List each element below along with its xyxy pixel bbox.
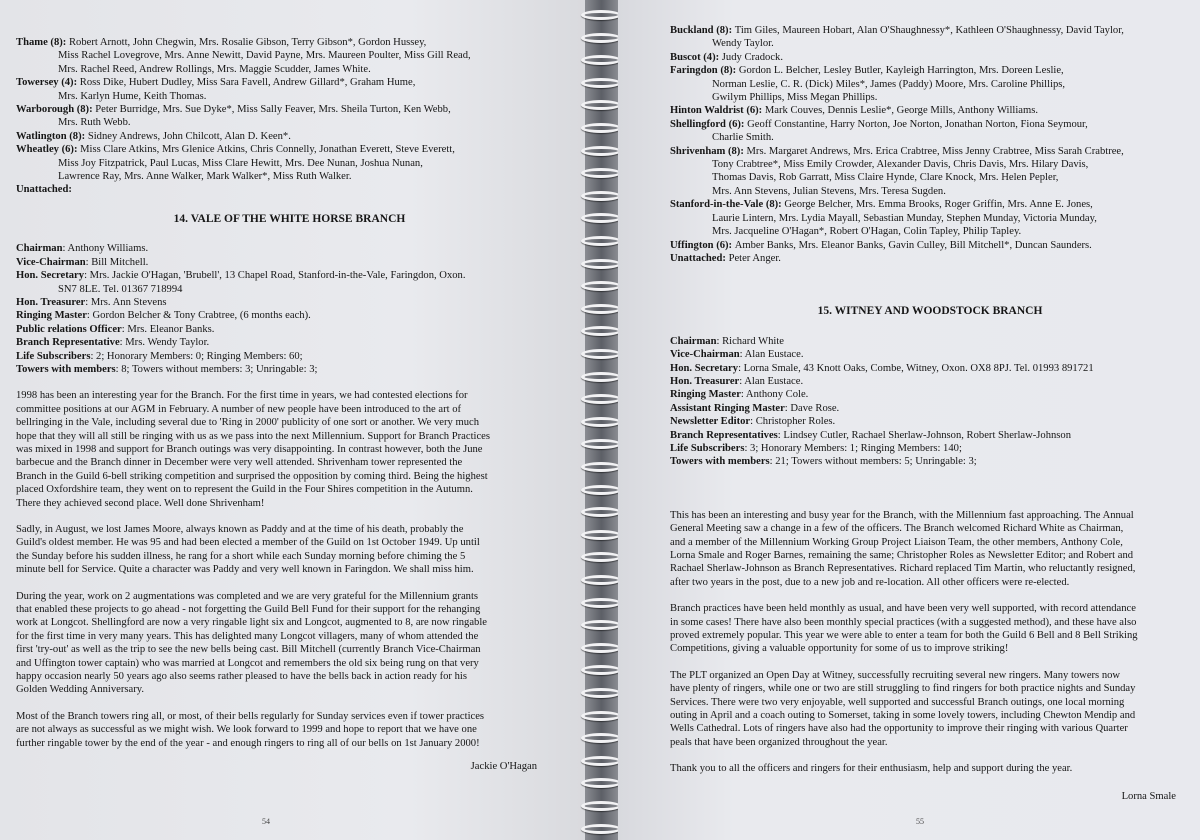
paragraph-line: first 'try-out' as well as the trip to see the new bells being cast. Bill Mitchell (currently Branch Vice-Chairman xyxy=(16,644,481,656)
ringer-names: Geoff Constantine, Harry Norton, Joe Norton, Jonathan Norton, Fiona Seymour, xyxy=(747,118,1088,130)
ringer-names: George Belcher, Mrs. Emma Brooks, Roger Griffin, Mrs. Anne E. Jones, xyxy=(784,199,1093,211)
officer-role: Hon. Secretary xyxy=(670,362,739,374)
binding-ring xyxy=(581,304,621,314)
officer-value: : 2; Honorary Members: 0; Ringing Members: 60; xyxy=(90,350,303,362)
officer-line xyxy=(670,335,1190,348)
paragraph-line: Rachael Sherlaw-Johnson as Branch Representatives. Richard replaced Tim Martin, who reluctantly resigned, xyxy=(670,563,1136,575)
officer-line xyxy=(670,442,1190,455)
binding-ring xyxy=(581,462,621,472)
officer-role: Vice-Chairman xyxy=(670,349,740,361)
page-number: 55 xyxy=(916,816,924,826)
binding-ring xyxy=(581,417,621,427)
officer-line xyxy=(670,375,1190,388)
ringer-names: Miss Joy Fitzpatrick, Paul Lucas, Miss Clare Hewitt, Mrs. Dee Nunan, Joshua Nunan, xyxy=(58,157,423,169)
binding-ring xyxy=(581,824,621,834)
tower-name: Buckland (8): xyxy=(670,25,735,36)
officer-value: : Mrs. Jackie O'Hagan, 'Brubell', 13 Chapel Road, Stanford-in-the-Vale, Faringdon, Oxon. xyxy=(84,270,466,282)
paragraph-line: This has been an interesting and busy year for the Branch, with the Millennium fast approaching. The Annual xyxy=(670,509,1134,521)
binding-ring xyxy=(581,10,621,20)
officer-role: Ringing Master xyxy=(670,389,741,401)
paragraph-line: Thank you to all the officers and ringers for their enthusiasm, help and support during the year. xyxy=(670,763,1073,775)
officer-value: : Gordon Belcher & Tony Crabtree, (6 months each). xyxy=(86,310,311,322)
ringer-names: Mrs. Rachel Reed, Andrew Rollings, Mrs. Maggie Scudder, James White. xyxy=(58,63,371,75)
officer-value: : 3; Honorary Members: 1; Ringing Members: 140; xyxy=(744,442,962,454)
ringer-names: Norman Leslie, C. R. (Dick) Miles*, James (Paddy) Moore, Mrs. Caroline Phillips, xyxy=(712,78,1066,90)
officers-list xyxy=(670,335,1190,469)
officer-line xyxy=(16,309,563,322)
paragraph-line: Lorna Smale and Roger Barnes, remaining the same; Christopher Roles as Newsletter Editor; and Robert and xyxy=(670,550,1134,561)
paragraph-line: Branch in the Guild 6-bell striking competition and surprised the opposition by coming third. Being the highest xyxy=(16,470,488,482)
tower-name: Shellingford (6): xyxy=(670,118,748,130)
ringer-names: Mrs. Margaret Andrews, Mrs. Erica Crabtree, Miss Jenny Crabtree, Miss Sarah Crabtree, xyxy=(746,145,1124,157)
binding-ring xyxy=(581,711,621,721)
tower-name: Uffington (6): xyxy=(670,239,735,251)
binding-ring xyxy=(581,168,621,178)
tower-entry xyxy=(16,76,563,103)
officer-line xyxy=(670,348,1190,361)
tower-line xyxy=(670,64,1190,77)
ringer-names: Thomas Davis, Rob Garratt, Miss Claire Hynde, Clare Knock, Mrs. Helen Pepler, xyxy=(712,172,1059,184)
tower-continuation xyxy=(670,212,1190,225)
tower-continuation xyxy=(16,90,563,103)
tower-line xyxy=(670,104,1190,117)
paragraph xyxy=(670,602,1190,656)
tower-entry xyxy=(16,36,563,76)
ringer-names: Peter Burridge, Mrs. Sue Dyke*, Miss Sally Feaver, Mrs. Sheila Turton, Ken Webb, xyxy=(95,104,451,116)
tower-continuation xyxy=(670,185,1190,198)
officer-line xyxy=(16,363,563,376)
paragraph xyxy=(670,509,1190,589)
paragraph-line: further ringable tower by the end of the year - and enough ringers to ring all of our bells on 1st January 2000! xyxy=(16,737,480,749)
tower-line xyxy=(670,252,1190,265)
tower-line xyxy=(16,36,563,49)
tower-continuation xyxy=(670,78,1190,91)
paragraph-line: 1998 has been an interesting year for the Branch. For the first time in years, we had contested elections for xyxy=(16,390,468,402)
officer-value: : Dave Rose. xyxy=(784,402,840,414)
binding-ring xyxy=(581,439,621,449)
tower-name: Watlington (8): xyxy=(16,130,88,142)
paragraph-line: Most of the Branch towers ring all, or most, of their bells regularly for Sunday services even if tower practices xyxy=(16,710,485,722)
tower-entry xyxy=(670,118,1190,145)
officer-role: Branch Representatives xyxy=(670,429,778,441)
signature: Lorna Smale xyxy=(1121,790,1176,802)
tower-line xyxy=(670,145,1190,158)
paragraph-line: peals that have been organized throughout the year. xyxy=(670,736,888,748)
tower-entry xyxy=(16,143,563,183)
paragraph xyxy=(16,523,563,577)
tower-continuation xyxy=(670,171,1190,184)
ringer-names: Miss Clare Atkins, Mrs Glenice Atkins, Chris Connelly, Jonathan Everett, Steve Everett, xyxy=(80,144,455,156)
officer-value: : 21; Towers without members: 5; Unringable: 3; xyxy=(769,456,977,468)
binding-ring xyxy=(581,598,621,608)
paragraph-line: have plenty of ringers, while one or two are still struggling to find ringers for both practice nights and Sunday xyxy=(670,683,1136,695)
officer-continuation: SN7 8LE. Tel. 01367 718994 xyxy=(58,283,183,295)
left-page xyxy=(0,0,585,840)
binding-ring xyxy=(581,281,621,291)
officer-value: : Lindsey Cutler, Rachael Sherlaw-Johnson, Robert Sherlaw-Johnson xyxy=(777,429,1072,441)
tower-entry xyxy=(670,198,1190,238)
binding-ring xyxy=(581,530,621,540)
ringer-names: Mrs. Ann Stevens, Julian Stevens, Mrs. Teresa Sugden. xyxy=(712,185,946,197)
tower-name: Warborough (8): xyxy=(16,104,96,116)
binding-ring xyxy=(581,801,621,811)
officer-line xyxy=(670,415,1190,428)
officer-value: : Mrs. Wendy Taylor. xyxy=(119,337,210,349)
tower-continuation xyxy=(670,158,1190,171)
ringer-names: Laurie Lintern, Mrs. Lydia Mayall, Sebastian Munday, Stephen Munday, Victoria Munday, xyxy=(712,212,1097,224)
paragraph-line: was mixed in 1998 and support for Branch outings was very disappointing. In contrast however, both the June xyxy=(16,443,483,455)
officer-role: Hon. Secretary xyxy=(16,270,85,282)
paragraph xyxy=(16,389,563,510)
tower-line xyxy=(670,118,1190,131)
binding-ring xyxy=(581,326,621,336)
officer-value: : Mrs. Eleanor Banks. xyxy=(121,323,215,335)
paragraph-line: after two years in the post, due to a new job and re-location. All other officers were re-elected. xyxy=(670,576,1070,588)
tower-entry xyxy=(670,51,1190,64)
officer-role: Life Subscribers xyxy=(670,442,745,454)
ringer-names: Tony Crabtree*, Miss Emily Crowder, Alexander Davis, Chris Davis, Mrs. Hilary Davis, xyxy=(712,159,1089,171)
officer-role: Hon. Treasurer xyxy=(670,375,740,387)
paragraph-line: proved extremely popular. This year we were able to enter a team for both the Guild 6 Bell and 8 Bell Striking xyxy=(670,630,1138,642)
officer-value: : Alan Eustace. xyxy=(739,375,804,387)
tower-continuation xyxy=(16,49,563,62)
officer-line xyxy=(16,256,563,269)
tower-name: Faringdon (8): xyxy=(670,65,739,77)
tower-line xyxy=(670,198,1190,211)
officer-line xyxy=(16,336,563,349)
binding-ring xyxy=(581,259,621,269)
tower-entry xyxy=(670,145,1190,199)
tower-name: Unattached: xyxy=(16,184,72,196)
officer-line xyxy=(16,323,563,336)
report-text xyxy=(16,389,563,750)
officer-line xyxy=(670,388,1190,401)
officer-line xyxy=(670,362,1190,375)
officer-line xyxy=(16,269,563,282)
ringer-names: Sidney Andrews, John Chilcott, Alan D. Keen*. xyxy=(87,130,291,142)
officer-line xyxy=(670,429,1190,442)
ringer-names: Mrs. Karlyn Hume, Keith Thomas. xyxy=(58,90,207,102)
officer-role: Public relations Officer xyxy=(16,323,122,335)
branch-heading: 14. VALE OF THE WHITE HORSE BRANCH xyxy=(173,212,406,225)
tower-line xyxy=(16,76,563,89)
ringer-names: Ross Dike, Hubert Dudley, Miss Sara Favell, Andrew Gillard*, Graham Hume, xyxy=(79,77,416,89)
tower-continuation xyxy=(670,37,1190,50)
report-text xyxy=(670,509,1190,776)
signature: Jackie O'Hagan xyxy=(470,761,537,773)
officer-role: Hon. Treasurer xyxy=(16,296,86,308)
binding-ring xyxy=(581,665,621,675)
paragraph-line: Services. There were two very enjoyable, well supported and successful Branch outings, one local morning xyxy=(670,696,1125,708)
officer-value: : Alan Eustace. xyxy=(739,349,804,361)
binding-ring xyxy=(581,552,621,562)
tower-entry xyxy=(670,64,1190,104)
page-number: 54 xyxy=(262,816,270,826)
tower-line xyxy=(670,24,1190,37)
tower-entry xyxy=(670,239,1190,252)
ringer-names: Lawrence Ray, Mrs. Anne Walker, Mark Walker*, Miss Ruth Walker. xyxy=(58,171,352,183)
officer-role: Towers with members xyxy=(670,456,770,468)
tower-continuation xyxy=(16,63,563,76)
paragraph-line: Guild's oldest member. He was 95 and had been elected a member of the Guild on 1st October 1949. Up until xyxy=(16,537,480,549)
paragraph-line: for the first time in very many years. This has delighted many Longcot villagers, many of whom attended the xyxy=(16,630,479,642)
officer-line xyxy=(16,296,563,309)
officer-line xyxy=(670,455,1190,468)
ringer-names: Judy Cradock. xyxy=(721,51,783,63)
binding-ring xyxy=(581,236,621,246)
tower-name: Shrivenham (8): xyxy=(670,145,747,157)
paragraph-line: placed Oxfordshire team, they went on to represent the Guild in the Four Shires competition in the Autumn. xyxy=(16,484,473,496)
paragraph-line: outing in April and a coach outing to Somerset, taking in some lovely towers, including Chewton Mendip and xyxy=(670,710,1136,722)
ringer-names: Amber Banks, Mrs. Eleanor Banks, Gavin Culley, Bill Mitchell*, Duncan Saunders. xyxy=(734,239,1092,251)
binding-ring xyxy=(581,78,621,88)
tower-name: Thame (8): xyxy=(16,37,69,48)
paragraph-line: hope that they will all still be ringing with us as we pass into the next Millennium. Support for Branch Practices xyxy=(16,430,490,442)
ringer-names: Miss Rachel Lovegrove, Mrs. Anne Newitt, David Payne, Mrs. Maureen Poulter, Miss Gill Read, xyxy=(58,50,471,62)
officer-line xyxy=(670,402,1190,415)
paragraph-line: Branch practices have been held monthly as usual, and have been very well supported, with record attendance xyxy=(670,603,1136,615)
tower-entry xyxy=(16,130,563,143)
paragraph xyxy=(16,590,563,697)
member-list xyxy=(16,36,563,197)
tower-continuation xyxy=(16,170,563,183)
tower-line xyxy=(16,143,563,156)
paragraph-line: bellringing in the Vale, including several due to 'Ring in 2000' publicity of one sort or another. We very much xyxy=(16,417,480,429)
paragraph-line: During the year, work on 2 augmentations was completed and we are very grateful for the Millennium grants xyxy=(16,590,479,602)
officer-role: Assistant Ringing Master xyxy=(670,402,785,414)
paragraph-line: Golden Wedding Anniversary. xyxy=(16,684,145,696)
officer-value: : Mrs. Ann Stevens xyxy=(85,296,167,308)
paragraph-line: General Meeting saw a change in a few of the officers. The Branch welcomed Richard White as Chairman, xyxy=(670,523,1124,535)
binding-ring xyxy=(581,123,621,133)
ringer-names: Peter Anger. xyxy=(728,252,781,264)
paragraph-line: work at Longcot. Shellingford are now a very ringable light six and Longcot, augmented to 8, are now ringable xyxy=(16,617,487,629)
member-list xyxy=(670,24,1190,265)
ringer-names: Gordon L. Belcher, Lesley Butler, Kayleigh Harrington, Mrs. Doreen Leslie, xyxy=(738,65,1064,77)
binding-ring xyxy=(581,688,621,698)
paragraph xyxy=(670,762,1190,775)
paragraph-line: and a member of the Millennium Working Group Project Liaison Team, the other members, Anthony Cole, xyxy=(670,536,1123,548)
officer-role: Newsletter Editor xyxy=(670,416,751,428)
binding-ring xyxy=(581,620,621,630)
paragraph-line: happy occasion nearly 50 years ago also seems rather pleased to have the bells back in action ready for his xyxy=(16,671,467,683)
paragraph-line: There they achieved second place. Well done Shrivenham! xyxy=(16,497,265,509)
officer-role: Branch Representative xyxy=(16,337,120,349)
tower-line xyxy=(16,183,563,196)
paragraph xyxy=(670,669,1190,749)
paragraph-line: Sadly, in August, we lost James Moore, always known as Paddy and at the time of his death, probably the xyxy=(16,524,464,535)
tower-name: Unattached: xyxy=(670,252,729,264)
officer-role: Vice-Chairman xyxy=(16,256,86,268)
tower-entry xyxy=(670,104,1190,117)
tower-continuation xyxy=(670,131,1190,144)
ringer-names: Mark Couves, Dennis Leslie*, George Mills, Anthony Williams. xyxy=(764,105,1038,117)
paragraph-line: The PLT organized an Open Day at Witney, successfully recruiting several new ringers. Many towers now xyxy=(670,669,1121,681)
binding-ring xyxy=(581,756,621,766)
binding-ring xyxy=(581,643,621,653)
binding-ring xyxy=(581,575,621,585)
tower-name: Towersey (4): xyxy=(16,77,80,89)
officers-list xyxy=(16,242,563,376)
paragraph-line: minute bell for Service. Quite a character was Paddy and very well known in Faringdon. We shall miss him. xyxy=(16,564,474,576)
paragraph-line: the Sunday before his sudden illness, he rang for a short while each Sunday morning before chiming the 5 xyxy=(16,550,466,562)
binding-ring xyxy=(581,778,621,788)
tower-entry xyxy=(670,24,1190,51)
paragraph-line: that enabled these projects to go ahead - not forgetting the Guild Bell Fund for their support for the rehanging xyxy=(16,604,481,616)
tower-continuation xyxy=(16,157,563,170)
binding-ring xyxy=(581,349,621,359)
tower-entry xyxy=(670,252,1190,265)
tower-continuation xyxy=(670,225,1190,238)
binding-ring xyxy=(581,55,621,65)
tower-name: Wheatley (6): xyxy=(16,144,81,156)
ringer-names: Gwilym Phillips, Miss Megan Phillips. xyxy=(712,92,878,104)
paragraph-line: are not always as successful as we might wish. We look forward to 1999 and hope to report that we have one xyxy=(16,724,477,736)
ringer-names: Wendy Taylor. xyxy=(712,38,774,50)
binding-ring xyxy=(581,213,621,223)
tower-continuation xyxy=(16,116,563,129)
paragraph-line: committee positions at our AGM in February. A number of new people have been introduced to the art of xyxy=(16,403,462,415)
binding-ring xyxy=(581,100,621,110)
officer-value: : Richard White xyxy=(716,335,784,347)
tower-line xyxy=(670,51,1190,64)
paragraph-line: and Uffington tower captain) who was married at Longcot and remembers the old six being rung on that very xyxy=(16,657,479,669)
binding-ring xyxy=(581,733,621,743)
paragraph-line: in some cases! There have also been monthly special practices (with a suggested method), and these have also xyxy=(670,616,1137,628)
right-page xyxy=(618,0,1200,840)
ringer-names: Charlie Smith. xyxy=(712,132,774,144)
binding-ring xyxy=(581,394,621,404)
binding-ring xyxy=(581,146,621,156)
officer-line xyxy=(16,242,563,255)
officer-value: : Anthony Williams. xyxy=(62,243,149,255)
officer-value: : Lorna Smale, 43 Knott Oaks, Combe, Witney, Oxon. OX8 8PJ. Tel. 01993 891721 xyxy=(738,362,1094,374)
tower-line xyxy=(16,103,563,116)
binding-ring xyxy=(581,485,621,495)
binding-ring xyxy=(581,507,621,517)
tower-name: Stanford-in-the-Vale (8): xyxy=(670,199,785,211)
officer-role: Life Subscribers xyxy=(16,350,91,362)
binding-ring xyxy=(581,372,621,382)
officer-value: : 8; Towers without members: 3; Unringable: 3; xyxy=(115,363,318,375)
ringer-names: Mrs. Jacqueline O'Hagan*, Robert O'Hagan, Colin Tapley, Philip Tapley. xyxy=(712,226,1022,238)
tower-entry xyxy=(16,103,563,130)
branch-heading: 15. WITNEY AND WOODSTOCK BRANCH xyxy=(817,305,1043,318)
tower-continuation xyxy=(670,91,1190,104)
binding-ring xyxy=(581,191,621,201)
officer-value: : Christopher Roles. xyxy=(750,416,836,428)
tower-name: Hinton Waldrist (6): xyxy=(670,105,765,117)
paragraph-line: barbecue and the Branch dinner in December were very well attended. Shrivenham tower represented the xyxy=(16,457,463,469)
paragraph-line: Competitions, giving a valuable opportunity for some of us to improve striking! xyxy=(670,643,1009,655)
tower-line xyxy=(670,239,1190,252)
ringer-names: Robert Arnott, John Chegwin, Mrs. Rosalie Gibson, Terry Gibson*, Gordon Hussey, xyxy=(68,37,427,48)
tower-entry xyxy=(16,183,563,196)
ringer-names: Tim Giles, Maureen Hobart, Alan O'Shaughnessy*, Kathleen O'Shaughnessy, David Taylor, xyxy=(734,25,1124,36)
officer-role: Chairman xyxy=(670,335,717,347)
tower-line xyxy=(16,130,563,143)
officer-role: Towers with members xyxy=(16,363,116,375)
officer-value: : Bill Mitchell. xyxy=(85,256,149,268)
officer-value: : Anthony Cole. xyxy=(740,389,809,401)
paragraph-line: Wells Cathedral. Lots of ringers have also had the opportunity to improve their ringing with various Quarter xyxy=(670,723,1128,735)
officer-role: Chairman xyxy=(16,243,63,255)
ringer-names: Mrs. Ruth Webb. xyxy=(58,117,131,129)
tower-name: Buscot (4): xyxy=(670,51,722,63)
binding-ring xyxy=(581,33,621,43)
officer-role: Ringing Master xyxy=(16,310,87,322)
paragraph xyxy=(16,710,563,750)
spiral-binding xyxy=(585,0,618,840)
officer-line xyxy=(16,350,563,363)
